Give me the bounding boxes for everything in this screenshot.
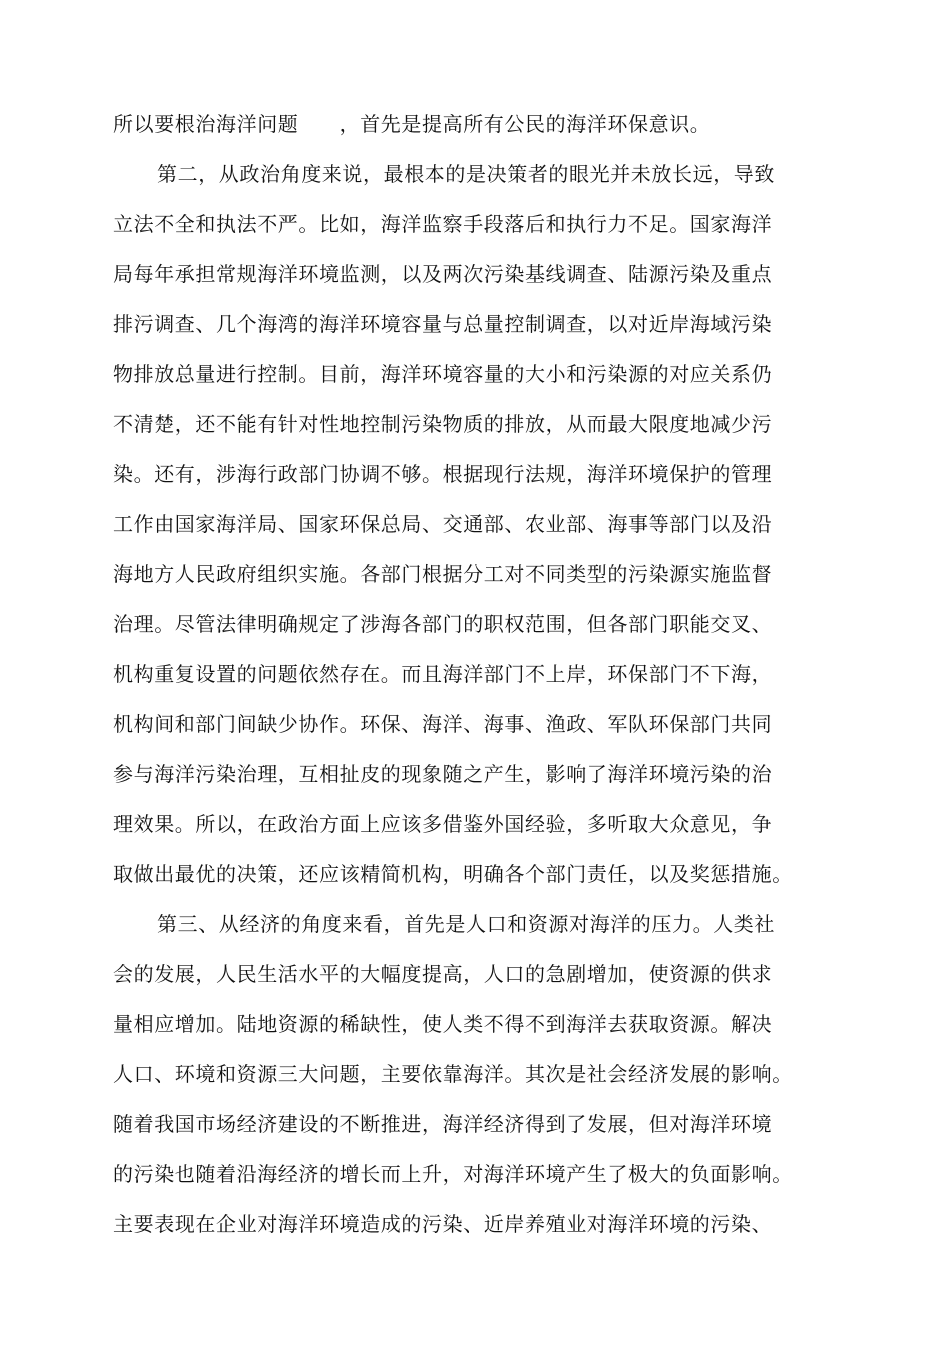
text-line: 人口、环境和资源三大问题，主要依靠海洋。其次是社会经济发展的影响。 — [113, 1062, 793, 1086]
text-line: 海地方人民政府组织实施。各部门根据分工对不同类型的污染源实施监督 — [113, 562, 773, 586]
text-line: 随着我国市场经济建设的不断推进，海洋经济得到了发展，但对海洋环境 — [113, 1112, 773, 1136]
text-line: 主要表现在企业对海洋环境造成的污染、近岸养殖业对海洋环境的污染、 — [113, 1212, 773, 1236]
text-line: 染。还有，涉海行政部门协调不够。根据现行法规，海洋环境保护的管理 — [113, 462, 773, 486]
text-line: 不清楚，还不能有针对性地控制污染物质的排放，从而最大限度地减少污 — [113, 412, 773, 436]
text-line: 物排放总量进行控制。目前，海洋环境容量的大小和污染源的对应关系仍 — [113, 362, 773, 386]
text-line: 取做出最优的决策，还应该精简机构，明确各个部门责任，以及奖惩措施。 — [113, 862, 793, 886]
text-line: 工作由国家海洋局、国家环保总局、交通部、农业部、海事等部门以及沿 — [113, 512, 773, 536]
text-line: 治理。尽管法律明确规定了涉海各部门的职权范围，但各部门职能交叉、 — [113, 612, 773, 636]
document-body — [113, 99, 823, 1249]
text-line: 的污染也随着沿海经济的增长而上升，对海洋环境产生了极大的负面影响。 — [113, 1162, 793, 1186]
paragraph-start-line: 第三、从经济的角度来看，首先是人口和资源对海洋的压力。人类社 — [157, 912, 775, 936]
text-line: 排污调查、几个海湾的海洋环境容量与总量控制调查，以对近岸海域污染 — [113, 312, 773, 336]
text-line: 机构间和部门间缺少协作。环保、海洋、海事、渔政、军队环保部门共同 — [113, 712, 773, 736]
text-line: 立法不全和执法不严。比如，海洋监察手段落后和执行力不足。国家海洋 — [113, 212, 773, 236]
text-line: 局每年承担常规海洋环境监测，以及两次污染基线调查、陆源污染及重点 — [113, 262, 773, 286]
text-line: 所以要根治海洋问题 ，首先是提高所有公民的海洋环保意识。 — [113, 112, 711, 136]
paragraph-start-line: 第二，从政治角度来说，最根本的是决策者的眼光并未放长远，导致 — [157, 162, 775, 186]
text-line: 机构重复设置的问题依然存在。而且海洋部门不上岸，环保部门不下海， — [113, 662, 773, 686]
text-line: 量相应增加。陆地资源的稀缺性，使人类不得不到海洋去获取资源。解决 — [113, 1012, 773, 1036]
text-line: 参与海洋污染治理，互相扯皮的现象随之产生，影响了海洋环境污染的治 — [113, 762, 773, 786]
text-line: 会的发展，人民生活水平的大幅度提高，人口的急剧增加，使资源的供求 — [113, 962, 773, 986]
text-line: 理效果。所以，在政治方面上应该多借鉴外国经验，多听取大众意见，争 — [113, 812, 773, 836]
